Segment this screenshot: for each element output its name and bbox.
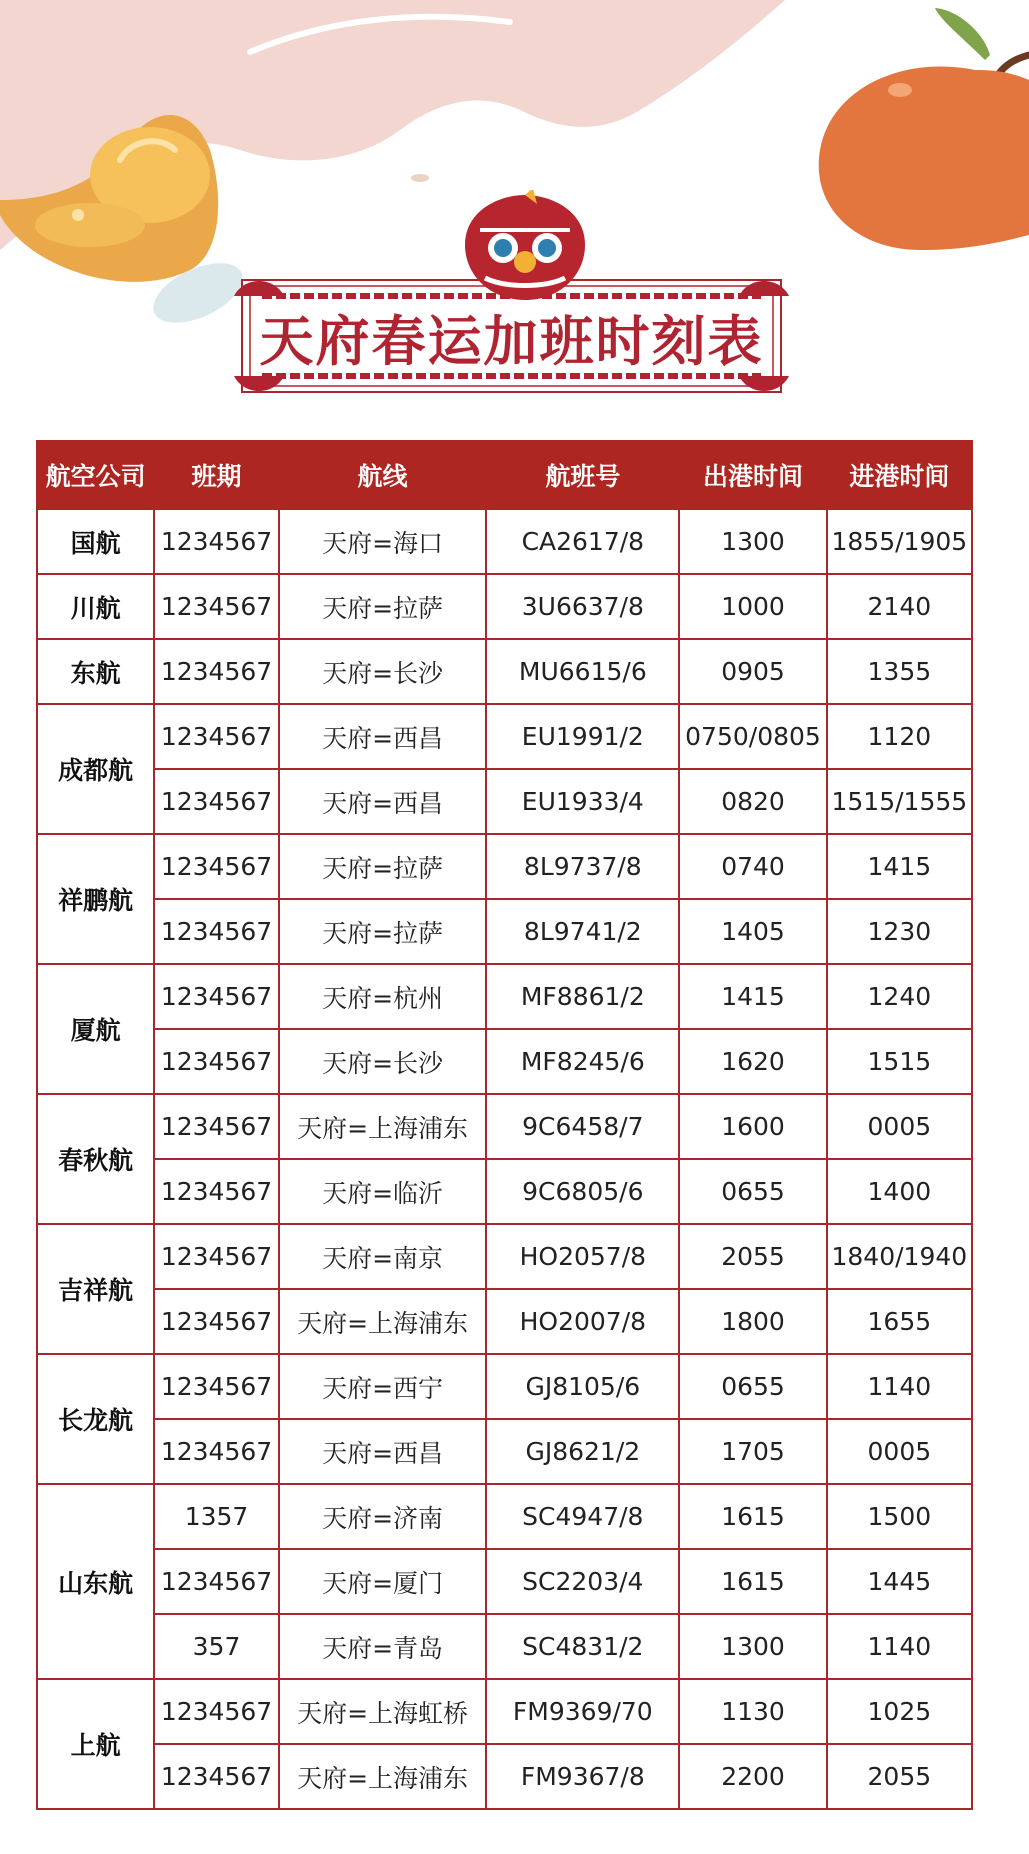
route-cell: 天府=厦门 (279, 1549, 487, 1614)
page-title: 天府春运加班时刻表 (259, 310, 764, 373)
departure-time-cell: 1130 (679, 1679, 826, 1744)
table-row (37, 639, 972, 704)
table-row (37, 1224, 972, 1289)
days-cell: 1234567 (154, 509, 279, 574)
flight-number-cell: 8L9737/8 (486, 834, 679, 899)
flight-number-cell: MF8245/6 (486, 1029, 679, 1094)
route-cell: 天府=西昌 (279, 769, 487, 834)
departure-time-cell: 0820 (679, 769, 826, 834)
flight-number-cell: SC4947/8 (486, 1484, 679, 1549)
route-cell: 天府=海口 (279, 509, 487, 574)
table-row (37, 509, 972, 574)
days-cell: 1234567 (154, 574, 279, 639)
lion-head-icon (455, 190, 595, 308)
days-cell: 1357 (154, 1484, 279, 1549)
departure-time-cell: 1600 (679, 1094, 826, 1159)
arrival-time-cell: 1140 (827, 1354, 972, 1419)
departure-time-cell: 1300 (679, 1614, 826, 1679)
small-blush-dot (411, 174, 429, 182)
days-cell: 1234567 (154, 704, 279, 769)
days-cell: 1234567 (154, 1029, 279, 1094)
arrival-time-cell: 1025 (827, 1679, 972, 1744)
route-cell: 天府=济南 (279, 1484, 487, 1549)
days-cell: 1234567 (154, 1159, 279, 1224)
table-row (37, 1354, 972, 1419)
departure-time-cell: 1615 (679, 1549, 826, 1614)
header-arrival: 进港时间 (827, 441, 972, 509)
departure-time-cell: 1615 (679, 1484, 826, 1549)
route-cell: 天府=长沙 (279, 639, 487, 704)
arrival-time-cell: 1655 (827, 1289, 972, 1354)
table-row (37, 834, 972, 899)
flight-number-cell: EU1933/4 (486, 769, 679, 834)
table-row (37, 1549, 972, 1614)
header-route: 航线 (279, 441, 487, 509)
route-cell: 天府=拉萨 (279, 834, 487, 899)
route-cell: 天府=西昌 (279, 1419, 487, 1484)
flight-number-cell: HO2057/8 (486, 1224, 679, 1289)
flight-number-cell: 9C6458/7 (486, 1094, 679, 1159)
route-cell: 天府=临沂 (279, 1159, 487, 1224)
header-flight-no: 航班号 (486, 441, 679, 509)
departure-time-cell: 0740 (679, 834, 826, 899)
arrival-time-cell: 1230 (827, 899, 972, 964)
days-cell: 1234567 (154, 1094, 279, 1159)
airline-cell: 长龙航 (37, 1354, 154, 1484)
flight-number-cell: GJ8105/6 (486, 1354, 679, 1419)
route-cell: 天府=长沙 (279, 1029, 487, 1094)
arrival-time-cell: 1855/1905 (827, 509, 972, 574)
tangerine-icon (819, 8, 1029, 250)
departure-time-cell: 1705 (679, 1419, 826, 1484)
arrival-time-cell: 1355 (827, 639, 972, 704)
table-row (37, 1159, 972, 1224)
days-cell: 1234567 (154, 834, 279, 899)
arrival-time-cell: 2140 (827, 574, 972, 639)
airline-cell: 上航 (37, 1679, 154, 1809)
days-cell: 1234567 (154, 1679, 279, 1744)
route-cell: 天府=杭州 (279, 964, 487, 1029)
route-cell: 天府=西宁 (279, 1354, 487, 1419)
departure-time-cell: 1000 (679, 574, 826, 639)
table-row (37, 964, 972, 1029)
arrival-time-cell: 1500 (827, 1484, 972, 1549)
departure-time-cell: 1620 (679, 1029, 826, 1094)
arrival-time-cell: 1140 (827, 1614, 972, 1679)
route-cell: 天府=上海浦东 (279, 1744, 487, 1809)
flight-number-cell: SC4831/2 (486, 1614, 679, 1679)
table-row (37, 769, 972, 834)
airline-cell: 祥鹏航 (37, 834, 154, 964)
flight-number-cell: CA2617/8 (486, 509, 679, 574)
route-cell: 天府=拉萨 (279, 899, 487, 964)
header-airline: 航空公司 (37, 441, 154, 509)
flight-number-cell: FM9369/70 (486, 1679, 679, 1744)
days-cell: 1234567 (154, 899, 279, 964)
table-row (37, 1679, 972, 1744)
table-row (37, 1614, 972, 1679)
table-row (37, 704, 972, 769)
flight-number-cell: MF8861/2 (486, 964, 679, 1029)
departure-time-cell: 0905 (679, 639, 826, 704)
route-cell: 天府=青岛 (279, 1614, 487, 1679)
table-row (37, 1289, 972, 1354)
departure-time-cell: 2200 (679, 1744, 826, 1809)
route-cell: 天府=上海浦东 (279, 1094, 487, 1159)
arrival-time-cell: 0005 (827, 1094, 972, 1159)
table-body (37, 509, 972, 1809)
departure-time-cell: 0750/0805 (679, 704, 826, 769)
days-cell: 1234567 (154, 1744, 279, 1809)
table-row (37, 1744, 972, 1809)
table-row (37, 899, 972, 964)
arrival-time-cell: 1240 (827, 964, 972, 1029)
days-cell: 1234567 (154, 639, 279, 704)
airline-cell: 东航 (37, 639, 154, 704)
flight-number-cell: 9C6805/6 (486, 1159, 679, 1224)
route-cell: 天府=西昌 (279, 704, 487, 769)
flight-number-cell: MU6615/6 (486, 639, 679, 704)
arrival-time-cell: 1515/1555 (827, 769, 972, 834)
flight-number-cell: EU1991/2 (486, 704, 679, 769)
days-cell: 1234567 (154, 769, 279, 834)
airline-cell: 川航 (37, 574, 154, 639)
days-cell: 1234567 (154, 1354, 279, 1419)
flight-number-cell: FM9367/8 (486, 1744, 679, 1809)
days-cell: 1234567 (154, 1289, 279, 1354)
departure-time-cell: 0655 (679, 1159, 826, 1224)
days-cell: 357 (154, 1614, 279, 1679)
flight-number-cell: 3U6637/8 (486, 574, 679, 639)
departure-time-cell: 1405 (679, 899, 826, 964)
arrival-time-cell: 1415 (827, 834, 972, 899)
departure-time-cell: 2055 (679, 1224, 826, 1289)
airline-cell: 吉祥航 (37, 1224, 154, 1354)
route-cell: 天府=上海虹桥 (279, 1679, 487, 1744)
airline-cell: 国航 (37, 509, 154, 574)
route-cell: 天府=上海浦东 (279, 1289, 487, 1354)
flight-number-cell: SC2203/4 (486, 1549, 679, 1614)
arrival-time-cell: 2055 (827, 1744, 972, 1809)
table-row (37, 1029, 972, 1094)
airline-cell: 成都航 (37, 704, 154, 834)
days-cell: 1234567 (154, 964, 279, 1029)
days-cell: 1234567 (154, 1224, 279, 1289)
route-cell: 天府=拉萨 (279, 574, 487, 639)
flight-schedule-table (36, 440, 973, 1810)
table-header-row (37, 441, 972, 509)
airline-cell: 春秋航 (37, 1094, 154, 1224)
header-days: 班期 (154, 441, 279, 509)
table-row (37, 1094, 972, 1159)
departure-time-cell: 1800 (679, 1289, 826, 1354)
airline-cell: 厦航 (37, 964, 154, 1094)
airline-cell: 山东航 (37, 1484, 154, 1679)
departure-time-cell: 0655 (679, 1354, 826, 1419)
arrival-time-cell: 1515 (827, 1029, 972, 1094)
days-cell: 1234567 (154, 1549, 279, 1614)
departure-time-cell: 1415 (679, 964, 826, 1029)
flight-number-cell: HO2007/8 (486, 1289, 679, 1354)
arrival-time-cell: 1840/1940 (827, 1224, 972, 1289)
departure-time-cell: 1300 (679, 509, 826, 574)
table-row (37, 1484, 972, 1549)
flight-number-cell: 8L9741/2 (486, 899, 679, 964)
days-cell: 1234567 (154, 1419, 279, 1484)
arrival-time-cell: 1120 (827, 704, 972, 769)
header-departure: 出港时间 (679, 441, 826, 509)
table-row (37, 1419, 972, 1484)
arrival-time-cell: 1445 (827, 1549, 972, 1614)
table-row (37, 574, 972, 639)
title-banner (234, 190, 789, 405)
arrival-time-cell: 1400 (827, 1159, 972, 1224)
flight-number-cell: GJ8621/2 (486, 1419, 679, 1484)
route-cell: 天府=南京 (279, 1224, 487, 1289)
arrival-time-cell: 0005 (827, 1419, 972, 1484)
